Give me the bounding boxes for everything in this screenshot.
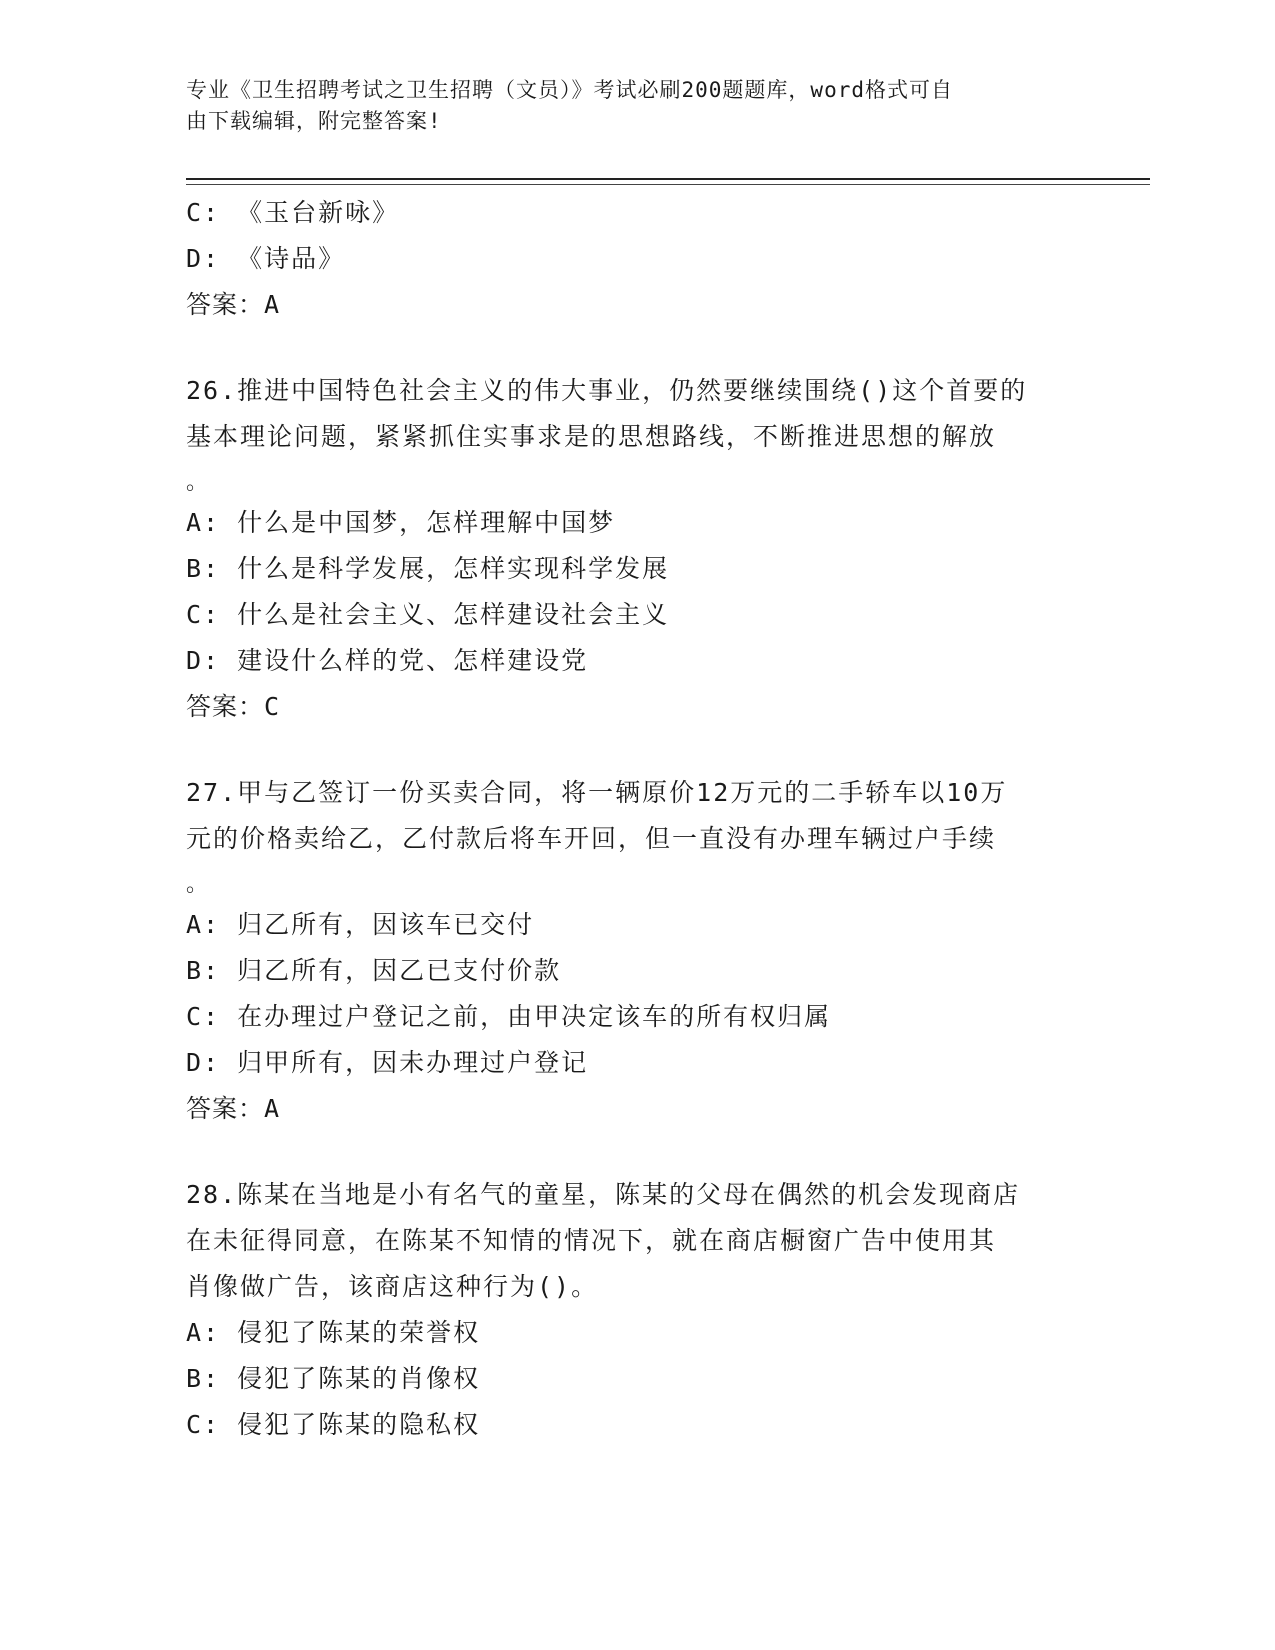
question-text-line: 基本理论问题，紧紧抓住实事求是的思想路线，不断推进思想的解放 [186, 422, 997, 451]
header-divider-thick [186, 178, 1150, 180]
question-28 [186, 1172, 1086, 1448]
option-b: B: 什么是科学发展，怎样实现科学发展 [186, 554, 670, 583]
question-text-line: 肖像做广告，该商店这种行为()。 [186, 1272, 599, 1301]
question-end-mark: 。 [186, 470, 211, 495]
option-d: D: 建设什么样的党、怎样建设党 [186, 646, 589, 675]
question-26 [186, 368, 1086, 730]
option-a: A: 什么是中国梦，怎样理解中国梦 [186, 508, 616, 537]
header-line-2: 由下载编辑，附完整答案! [186, 109, 442, 133]
question-text-line: 26.推进中国特色社会主义的伟大事业，仍然要继续围绕()这个首要的 [186, 376, 1028, 405]
answer-line: 答案：C [186, 692, 281, 721]
option-b: B: 归乙所有，因乙已支付价款 [186, 956, 562, 985]
option-d: D: 归甲所有，因未办理过户登记 [186, 1048, 589, 1077]
question-text-line: 元的价格卖给乙，乙付款后将车开回，但一直没有办理车辆过户手续 [186, 824, 997, 853]
header-line-1: 专业《卫生招聘考试之卫生招聘（文员）》考试必刷200题题库，word格式可自 [186, 78, 953, 102]
question-text-line: 27.甲与乙签订一份买卖合同，将一辆原价12万元的二手轿车以10万 [186, 778, 1008, 807]
option-c: C: 在办理过户登记之前，由甲决定该车的所有权归属 [186, 1002, 832, 1031]
answer-line: 答案：A [186, 1094, 281, 1123]
header-divider-thin [186, 184, 1150, 185]
question-25-tail [186, 190, 1086, 328]
option-c: C: 《玉台新咏》 [186, 198, 400, 227]
option-a: A: 归乙所有，因该车已交付 [186, 910, 535, 939]
option-b: B: 侵犯了陈某的肖像权 [186, 1364, 481, 1393]
question-27 [186, 770, 1086, 1132]
document-header [186, 75, 1066, 137]
question-list [186, 190, 1086, 1448]
option-a: A: 侵犯了陈某的荣誉权 [186, 1318, 481, 1347]
answer-line: 答案：A [186, 290, 281, 319]
question-text-line: 28.陈某在当地是小有名气的童星，陈某的父母在偶然的机会发现商店 [186, 1180, 1021, 1209]
question-text-line: 在未征得同意，在陈某不知情的情况下，就在商店橱窗广告中使用其 [186, 1226, 997, 1255]
option-d: D: 《诗品》 [186, 244, 346, 273]
option-c: C: 什么是社会主义、怎样建设社会主义 [186, 600, 670, 629]
question-end-mark: 。 [186, 872, 211, 897]
option-c: C: 侵犯了陈某的隐私权 [186, 1410, 481, 1439]
